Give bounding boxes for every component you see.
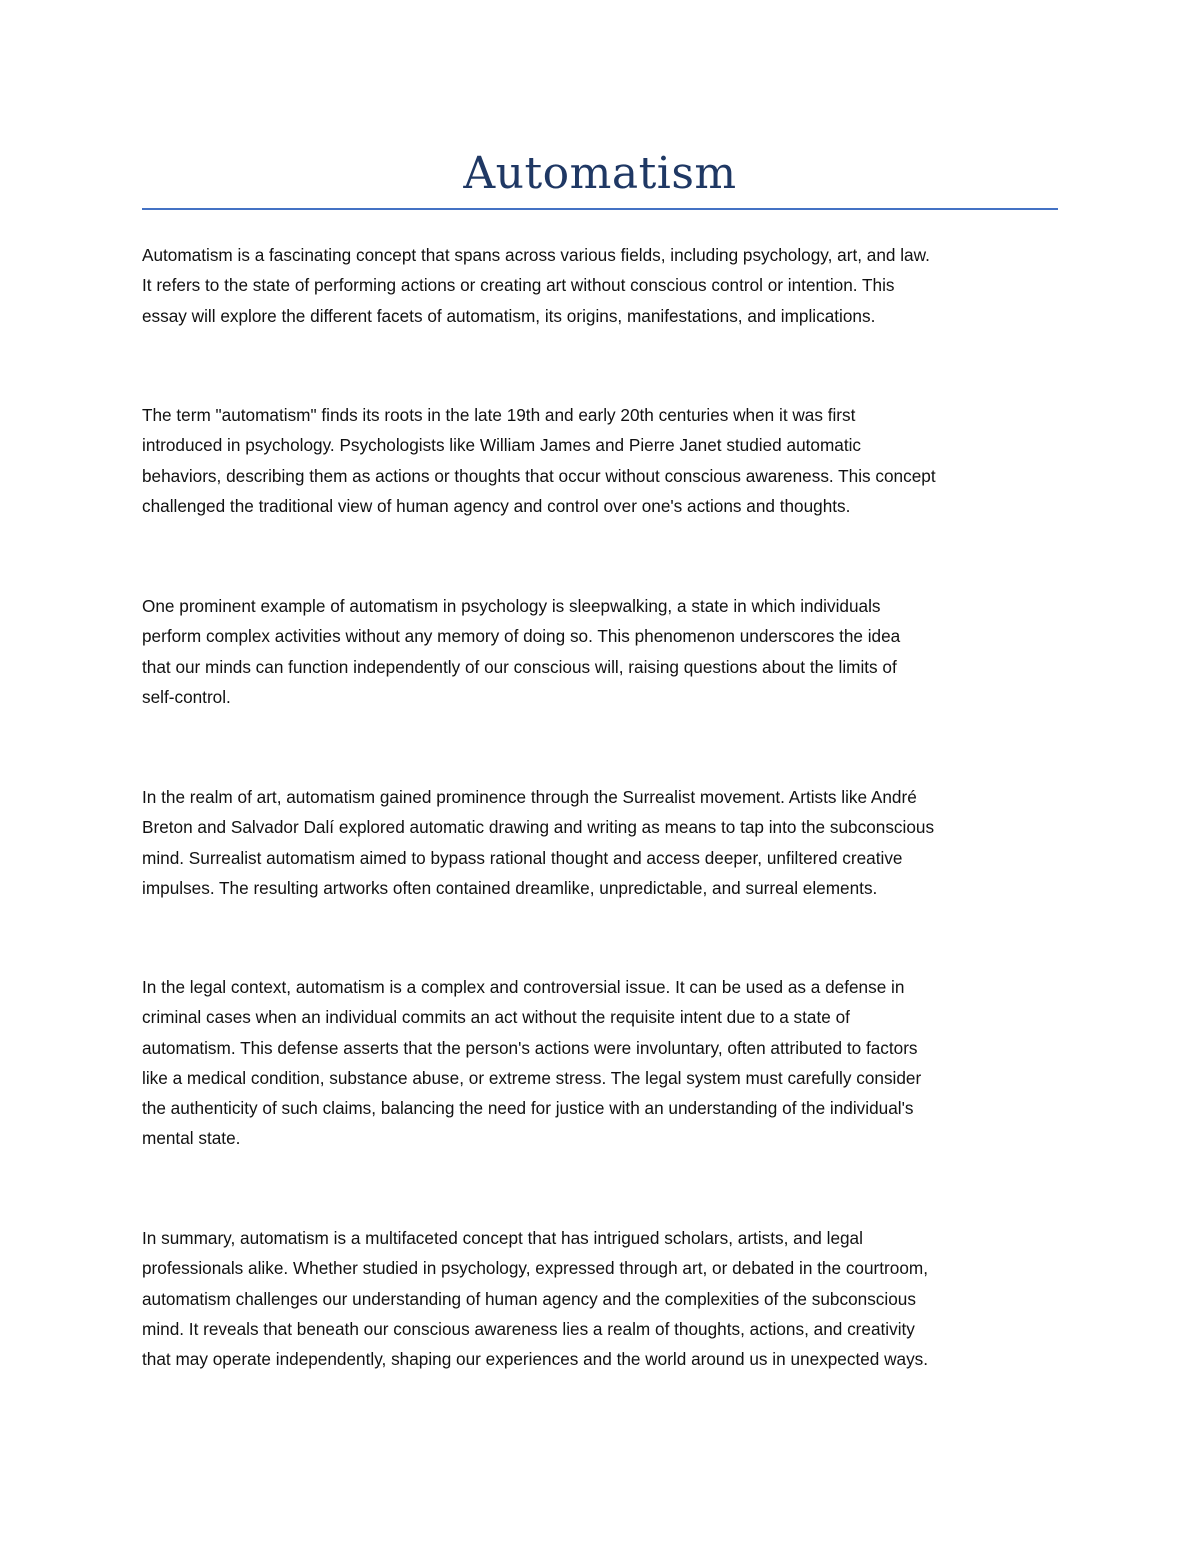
paragraph-line: The term "automatism" finds its roots in the late 19th and early 20th centuries when it was first xyxy=(142,405,856,425)
paragraph-line: perform complex activities without any memory of doing so. This phenomenon underscores the idea xyxy=(142,626,901,647)
paragraph-summary xyxy=(142,1223,1072,1374)
paragraph-line: impulses. The resulting artworks often contained dreamlike, unpredictable, and surreal elements. xyxy=(142,877,878,898)
paragraph-line: Automatism is a fascinating concept that spans across various fields, including psychology, art, and law. xyxy=(142,245,930,265)
paragraph-line: introduced in psychology. Psychologists like William James and Pierre Janet studied automatic xyxy=(142,435,862,456)
paragraph-line: mind. Surrealist automatism aimed to bypass rational thought and access deeper, unfiltered creative xyxy=(142,847,903,868)
paragraph-art xyxy=(142,782,1072,903)
paragraph-line: essay will explore the different facets of automatism, its origins, manifestations, and implications. xyxy=(142,305,876,326)
paragraph-sleepwalking xyxy=(142,591,1072,712)
paragraph-line: challenged the traditional view of human agency and control over one's actions and thoughts. xyxy=(142,495,851,516)
paragraph-line: like a medical condition, substance abuse, or extreme stress. The legal system must carefully consider xyxy=(142,1067,922,1088)
paragraph-line: In the realm of art, automatism gained prominence through the Surrealist movement. Artists like André xyxy=(142,787,917,807)
paragraph-line: automatism challenges our understanding of human agency and the complexities of the subconscious xyxy=(142,1288,916,1309)
paragraph-line: self-control. xyxy=(142,686,231,707)
paragraph-line: behaviors, describing them as actions or thoughts that occur without conscious awareness. This concept xyxy=(142,465,936,486)
paragraph-line: professionals alike. Whether studied in psychology, expressed through art, or debated in the courtroom, xyxy=(142,1258,928,1279)
paragraph-line: mental state. xyxy=(142,1128,241,1149)
paragraph-line: that may operate independently, shaping our experiences and the world around us in unexpected ways. xyxy=(142,1349,929,1370)
paragraph-line: One prominent example of automatism in psychology is sleepwalking, a state in which individuals xyxy=(142,596,881,616)
paragraph-line: It refers to the state of performing actions or creating art without conscious control or intention. This xyxy=(142,275,895,296)
paragraph-line: Breton and Salvador Dalí explored automatic drawing and writing as means to tap into the subconscious xyxy=(142,817,935,838)
document-title: Automatism xyxy=(463,148,737,199)
paragraph-line: In summary, automatism is a multifaceted concept that has intrigued scholars, artists, and legal xyxy=(142,1228,863,1248)
paragraph-line: the authenticity of such claims, balancing the need for justice with an understanding of the individual's xyxy=(142,1098,914,1119)
paragraph-introduction xyxy=(142,240,1072,331)
paragraph-line: that our minds can function independently of our conscious will, raising questions about the limits of xyxy=(142,656,897,677)
paragraph-line: mind. It reveals that beneath our conscious awareness lies a realm of thoughts, actions, and creativity xyxy=(142,1318,915,1339)
paragraph-legal xyxy=(142,972,1072,1154)
title-underline-rule xyxy=(142,208,1058,210)
paragraph-origins xyxy=(142,400,1072,521)
paragraph-line: criminal cases when an individual commits an act without the requisite intent due to a state of xyxy=(142,1007,850,1028)
paragraph-line: In the legal context, automatism is a complex and controversial issue. It can be used as a defense in xyxy=(142,977,905,997)
paragraph-line: automatism. This defense asserts that the person's actions were involuntary, often attributed to factors xyxy=(142,1037,918,1058)
